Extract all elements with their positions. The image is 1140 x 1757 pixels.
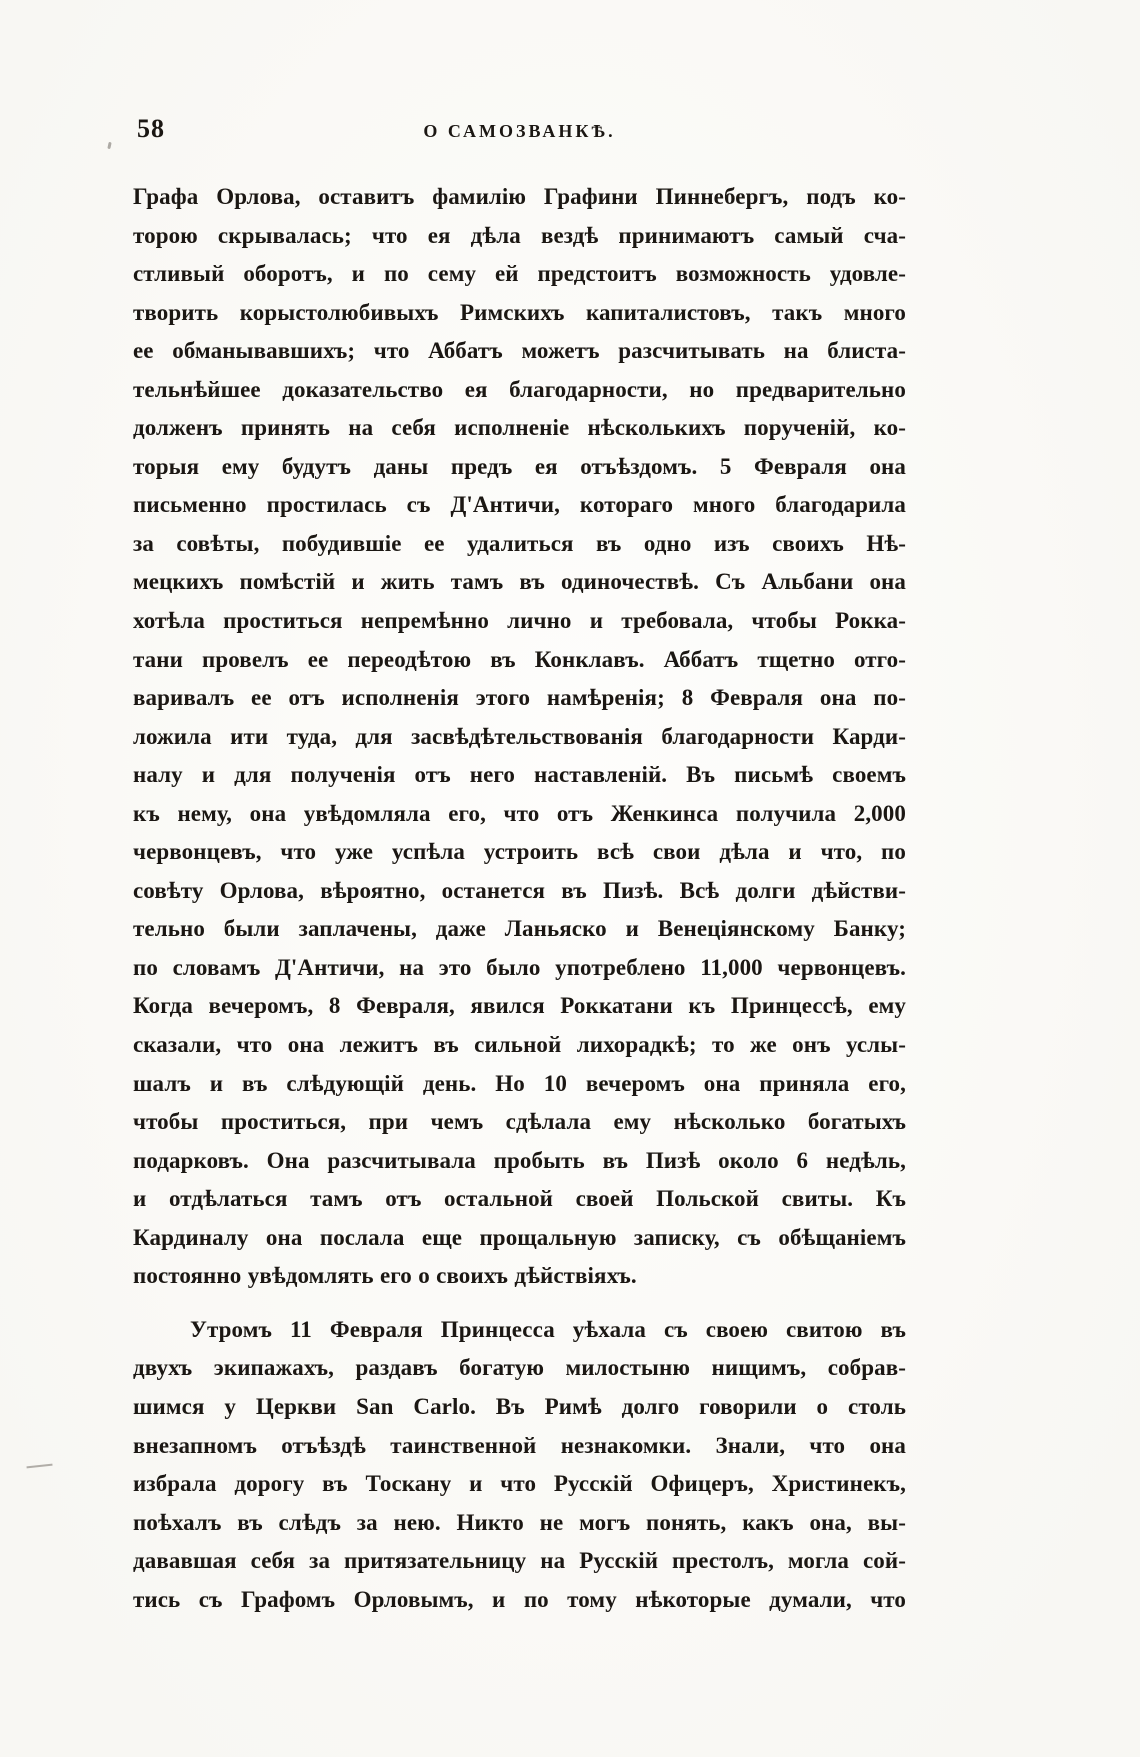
text-line: шимся у Церкви San Carlo. Въ Римѣ долго говорили о столь [133, 1393, 906, 1419]
text-line: дававшая себя за притязательницу на Русскій престолъ, могла сой- [133, 1548, 906, 1574]
text-line: тельно были заплачены, даже Ланьяско и Венеціянскому Банку; [133, 916, 906, 942]
text-line: шалъ и въ слѣдующій день. Но 10 вечеромъ она приняла его, [133, 1070, 906, 1096]
text-line: Утромъ 11 Февраля Принцесса уѣхала съ своею свитою въ [190, 1316, 906, 1342]
body-text-block [133, 178, 906, 1619]
text-line: и отдѣлаться тамъ отъ остальной своей Польской свиты. Къ [133, 1186, 906, 1212]
text-line: сказали, что она лежитъ въ сильной лихорадкѣ; то же онъ услы- [133, 1032, 906, 1058]
text-line: варивалъ ее отъ исполненія этого намѣренія; 8 Февраля она по- [133, 685, 906, 711]
text-line: ее обманывавшихъ; что Аббатъ можетъ разсчитывать на блиста- [133, 338, 906, 364]
text-line: Кардиналу она послала еще прощальную записку, съ обѣщаніемъ [133, 1224, 906, 1250]
text-line: за совѣты, побудившіе ее удалиться въ одно изъ своихъ Нѣ- [133, 530, 906, 556]
page-header [133, 114, 906, 148]
text-line: внезапномъ отъѣздѣ таинственной незнакомки. Знали, что она [133, 1432, 906, 1458]
text-line: творить корыстолюбивыхъ Римскихъ капиталистовъ, такъ много [133, 299, 906, 325]
text-line: Когда вечеромъ, 8 Февраля, явился Роккатани къ Принцессѣ, ему [133, 993, 906, 1019]
text-line: тись съ Графомъ Орловымъ, и по тому нѣкоторые думали, что [133, 1586, 906, 1612]
text-line: ложила ити туда, для засвѣдѣтельствованія благодарности Карди- [133, 723, 906, 749]
text-line: червонцевъ, что уже успѣла устроить всѣ свои дѣла и что, по [133, 839, 906, 865]
text-line: тельнѣйшее доказательство ея благодарности, но предварительно [133, 376, 906, 402]
text-line: подарковъ. Она разсчитывала пробыть въ Пизѣ около 6 недѣль, [133, 1147, 906, 1173]
text-line: избрала дорогу въ Тоскану и что Русскій Офицеръ, Христинекъ, [133, 1471, 906, 1497]
text-line: стливый оборотъ, и по сему ей предстоитъ возможность удовле- [133, 261, 906, 287]
text-line: хотѣла проститься непремѣнно лично и требовала, чтобы Рокка- [133, 608, 906, 634]
text-line: налу и для полученія отъ него наставленій. Въ письмѣ своемъ [133, 762, 906, 788]
page-number: 58 [137, 114, 165, 143]
text-line: тани провелъ ее переодѣтою въ Конклавъ. Аббатъ тщетно отго- [133, 646, 906, 672]
paragraph [133, 1311, 906, 1619]
scan-artifact-pencil-mark [25, 1454, 52, 1469]
text-line: долженъ принять на себя исполненіе нѣсколькихъ порученій, ко- [133, 415, 906, 441]
text-line: мецкихъ помѣстій и жить тамъ въ одиночествѣ. Съ Альбани она [133, 569, 906, 595]
text-line: письменно простилась съ Д'Античи, котораго много благодарила [133, 492, 906, 518]
text-line: постоянно увѣдомлять его о своихъ дѣйствіяхъ. [133, 1263, 637, 1289]
text-line: по словамъ Д'Античи, на это было употреблено 11,000 червонцевъ. [133, 954, 906, 980]
text-line: чтобы проститься, при чемъ сдѣлала ему нѣсколько богатыхъ [133, 1109, 906, 1135]
paragraph [133, 178, 906, 1296]
text-line: совѣту Орлова, вѣроятно, останется въ Пизѣ. Всѣ долги дѣйстви- [133, 877, 906, 903]
text-line: торыя ему будутъ даны предъ ея отъѣздомъ. 5 Февраля она [133, 453, 906, 479]
scan-artifact-dot [107, 142, 111, 149]
text-line: торою скрывалась; что ея дѣла вездѣ принимаютъ самый сча- [133, 222, 906, 248]
text-line: Графа Орлова, оставитъ фамилію Графини Пиннебергъ, подъ ко- [133, 184, 906, 209]
running-title: О САМОЗВАНКѢ. [423, 121, 616, 141]
text-line: поѣхалъ въ слѣдъ за нею. Никто не могъ понять, какъ она, вы- [133, 1509, 906, 1535]
text-line: двухъ экипажахъ, раздавъ богатую милостыню нищимъ, собрав- [133, 1355, 906, 1381]
text-line: къ нему, она увѣдомляла его, что отъ Женкинса получила 2,000 [133, 800, 906, 826]
